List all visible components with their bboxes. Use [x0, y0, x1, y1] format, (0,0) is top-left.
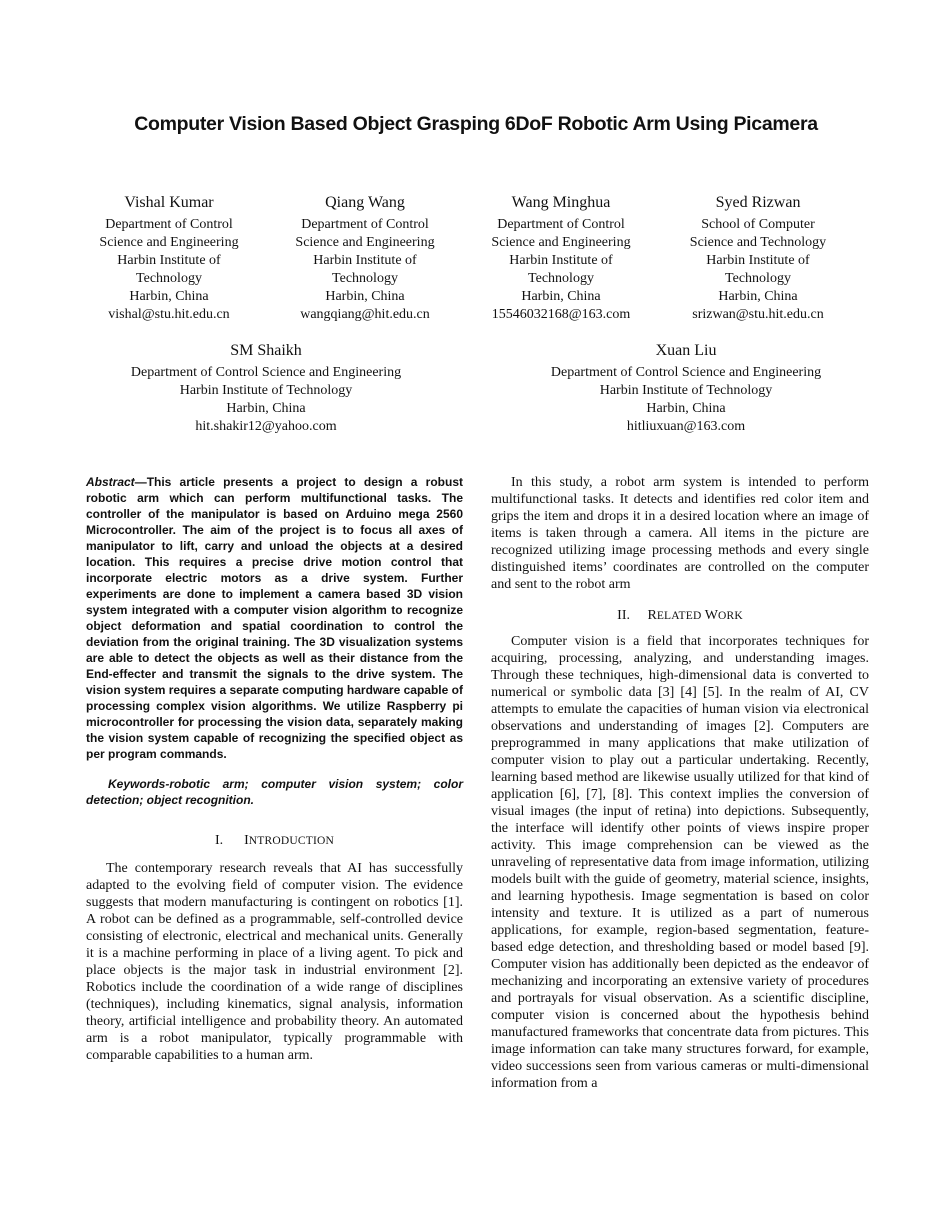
author-affiliation-line: Harbin Institute of Technology: [599, 383, 773, 398]
left-column: [86, 474, 463, 1064]
author-email: srizwan@stu.hit.edu.cn: [692, 307, 824, 322]
author-affiliation-line: Technology: [136, 271, 202, 286]
author-affiliation-line: Science and Technology: [689, 235, 827, 250]
author-affiliation-line: Harbin, China: [718, 289, 798, 304]
abstract-text: This article presents a project to design a robust robotic arm which can perform multifunctional tasks. The controller of the manipulator is based on Arduino mega 2560 Microcontroller. The aim of the project is to focus all axes of manipulator to lift, carry and unload the objects at a desired location. This requires a precise drive motion control that incorporate electric motors as a drive system. Further experiments are done to implement a camera based 3D vision system integrated with a computer vision algorithm to recognize object deformation and spatial coordination to control the deviation from the original training. The 3D visualization systems are able to detect the objects as well as their distance from the End-effecter and transmit the signals to the drive system. The vision system requires a separate computing hardware capable of processing complex vision algorithms. We utilize Raspberry pi microcontroller for processing the vision data, separately making the vision system capable of recognizing the specified object as per program commands.: [86, 475, 463, 761]
author-affiliation-line: Harbin, China: [521, 289, 601, 304]
author-affiliation-line: Harbin, China: [129, 289, 209, 304]
author-email: hit.shakir12@yahoo.com: [195, 419, 337, 434]
author-block: [516, 341, 856, 436]
author-affiliation-line: Harbin Institute of: [117, 253, 221, 268]
keywords: Keywords-robotic arm; computer vision system; color detection; object recognition.: [86, 777, 463, 807]
author-name: Vishal Kumar: [124, 194, 214, 211]
paper-title: Computer Vision Based Object Grasping 6DoF Robotic Arm Using Picamera: [134, 113, 818, 135]
author-affiliation-line: Harbin Institute of: [706, 253, 810, 268]
author-affiliation-line: Technology: [528, 271, 594, 286]
author-email: wangqiang@hit.edu.cn: [300, 307, 430, 322]
author-affiliation-line: Department of Control: [497, 217, 625, 232]
author-email: hitliuxuan@163.com: [626, 419, 746, 434]
right-column: [491, 474, 869, 1092]
author-affiliation-line: Department of Control Science and Engineering: [550, 365, 822, 380]
author-affiliation-line: Technology: [332, 271, 398, 286]
author-affiliation-line: Department of Control: [105, 217, 233, 232]
introduction-paragraph: The contemporary research reveals that AI has successfully adapted to the evolving field of computer vision. The evidence suggests that modern manufacturing is contingent on robotics [1]. A robot can be defined as a programmable, self-controlled device consisting of electronic, electrical and mechanical units. Generally it is a machine performing in place of a living agent. To pick and place objects is the major task in industrial environment [2]. Robotics include the coordination of a wide range of disciplines (techniques), including kinematics, signal analysis, information theory, artificial intelligence and probability theory. An automated arm is a robot manipulator, typically programmable with comparable capabilities to a human arm.: [86, 861, 463, 1063]
author-block: [466, 193, 656, 324]
author-affiliation-line: Harbin, China: [325, 289, 405, 304]
author-affiliation-line: School of Computer: [701, 217, 815, 232]
author-affiliation-line: Harbin Institute of Technology: [179, 383, 353, 398]
author-affiliation-line: Technology: [725, 271, 791, 286]
author-affiliation-line: Harbin Institute of: [313, 253, 417, 268]
author-affiliation-line: Science and Engineering: [491, 235, 631, 250]
author-affiliation-line: Harbin, China: [646, 401, 726, 416]
author-affiliation-line: Department of Control Science and Engineering: [130, 365, 402, 380]
author-name: Qiang Wang: [325, 194, 405, 211]
author-name: SM Shaikh: [230, 342, 302, 359]
author-affiliation-line: Science and Engineering: [295, 235, 435, 250]
author-affiliation-line: Science and Engineering: [99, 235, 239, 250]
author-name: Syed Rizwan: [715, 194, 801, 211]
related-work-paragraph: Computer vision is a field that incorporates techniques for acquiring, processing, analyzing, and understanding images. Through these techniques, high-dimensional data is converted to numerical or symbolic data [3] [4] [5]. In the realm of AI, CV attempts to emulate the capacities of human vision via electronical observations and understanding of images [2]. Computers are preprogrammed in many applications that make utilization of computer vision to play out a particular undertaking. Recently, learning based method are likewise usually utilized for that kind of application [6], [7], [8]. This context implies the conversion of visual images (the input of retina) into depictions. Subsequently, the interface will identify other points of views inspire proper activity. This image comprehension can be viewed as the unraveling of representative data from image information, utilizing models built with the guide of geometry, material science, insights, and learning hypothesis. Image segmentation is based on color intensity and texture. It is utilized as a part of numerous applications, for example, region-based segmentation, feature-based edge detection, and thresholding based or model based [9]. Computer vision has additionally been depicted as the endeavor of mechanizing and incorporating an extensive variety of procedures and portrayals for visual observation. As a scientific discipline, computer vision is concerned about the hypothesis behind manufactured frameworks that concentrate data from pictures. This image information can take many structures forward, for example, video successions seen from various cameras or multi-dimensional information from a: [491, 634, 869, 1091]
author-email: 15546032168@163.com: [491, 307, 631, 322]
section-heading-introduction: I. INTRODUCTION: [214, 833, 335, 848]
author-name: Xuan Liu: [655, 342, 717, 359]
introduction-paragraph-continued: In this study, a robot arm system is intended to perform multifunctional tasks. It detects and identifies red color item and grips the item and drops it in a desired location where an image of items is taken through a camera. All items in the picture are recognized utilizing image processing methods and every single distinguished items’ coordinates are controlled on the computer and sent to the robot arm: [491, 475, 869, 592]
abstract-label: Abstract: [86, 475, 135, 489]
abstract-dash: —: [134, 475, 147, 489]
author-block: [74, 193, 264, 324]
author-affiliation-line: Harbin, China: [226, 401, 306, 416]
author-affiliation-line: Department of Control: [301, 217, 429, 232]
author-block: [270, 193, 460, 324]
author-block: [663, 193, 853, 324]
author-name: Wang Minghua: [511, 194, 611, 211]
abstract: [86, 474, 463, 762]
author-email: vishal@stu.hit.edu.cn: [108, 307, 230, 322]
section-heading-related-work: II. RELATED WORK: [617, 608, 743, 623]
author-block: [96, 341, 436, 436]
author-affiliation-line: Harbin Institute of: [509, 253, 613, 268]
